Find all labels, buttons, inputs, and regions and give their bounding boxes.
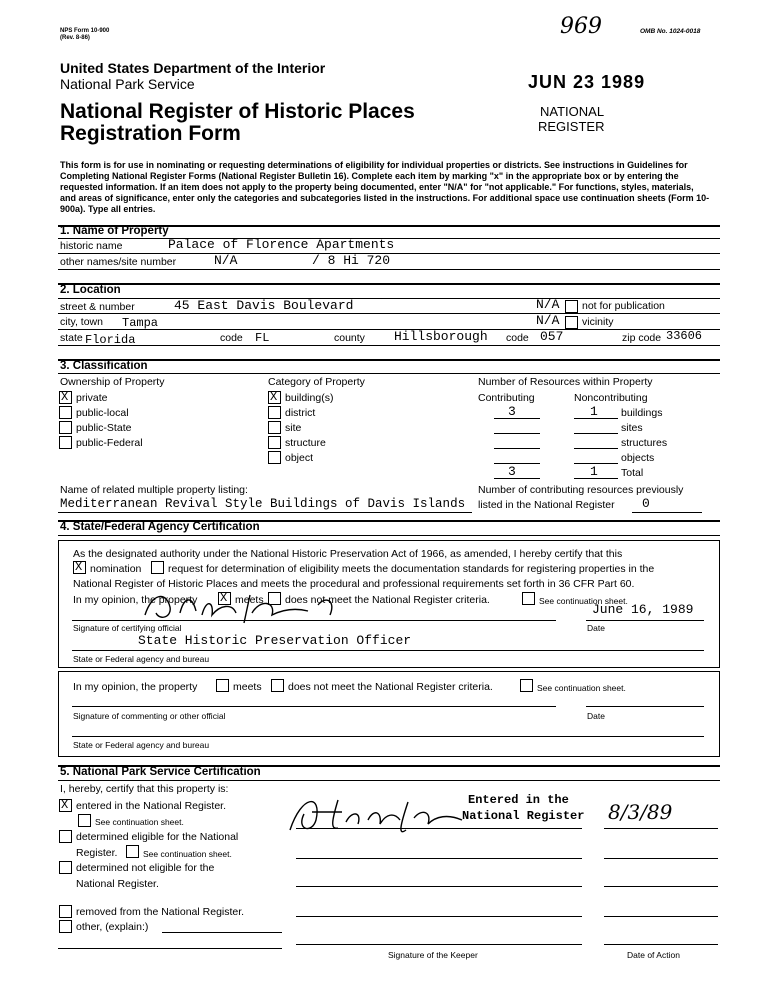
not-meet-label: does not meet the National Register criteria. xyxy=(285,594,490,606)
cert-line-2: request for determination of eligibility meets the documentation standards for registering properties in the xyxy=(168,563,655,575)
entered-continuation-label: See continuation sheet. xyxy=(95,817,184,827)
other-checkbox[interactable] xyxy=(59,920,72,933)
section-4-heading: 4. State/Federal Agency Certification xyxy=(60,521,260,533)
not-eligible-label-1: determined not eligible for the xyxy=(76,862,215,874)
contributing-label: Contributing xyxy=(478,392,535,404)
cat-structure-label: structure xyxy=(285,437,326,449)
eligible-checkbox[interactable] xyxy=(59,830,72,843)
zip-value[interactable]: 33606 xyxy=(666,329,703,343)
continuation-checkbox[interactable] xyxy=(522,592,535,605)
service-name: National Park Service xyxy=(60,76,195,92)
form-title: National Register of Historic Places xyxy=(60,100,415,123)
res-structures-label: structures xyxy=(621,437,668,449)
stamp-line-1: NATIONAL xyxy=(540,104,605,119)
zip-label: zip code xyxy=(622,332,662,344)
other-names-label: other names/site number xyxy=(60,256,177,268)
agency2-label: State or Federal agency and bureau xyxy=(73,740,210,750)
res-sites-label: sites xyxy=(621,422,643,434)
eligible-continuation-label: See continuation sheet. xyxy=(143,849,232,859)
eligible-label-2: Register. xyxy=(76,847,118,859)
action-date-value: 8/3/89 xyxy=(608,800,673,824)
county-code-label: code xyxy=(506,332,529,344)
own-public-federal-checkbox[interactable] xyxy=(59,436,72,449)
removed-label: removed from the National Register. xyxy=(76,906,245,918)
category-label: Category of Property xyxy=(268,376,365,388)
meets2-checkbox[interactable] xyxy=(216,679,229,692)
section-2-heading: 2. Location xyxy=(60,284,121,296)
stamp-line-2: REGISTER xyxy=(538,119,605,134)
nfp-value[interactable]: N/A xyxy=(536,297,560,312)
not-meet2-checkbox[interactable] xyxy=(271,679,284,692)
vicinity-checkbox[interactable] xyxy=(565,316,578,329)
previously-listed-label-2: listed in the National Register xyxy=(478,499,615,511)
cat-site-label: site xyxy=(285,422,302,434)
cert-line-1: As the designated authority under the National Historic Preservation Act of 1966, as amended, I hereby certify that this xyxy=(73,548,623,560)
ownership-label: Ownership of Property xyxy=(60,376,165,388)
code-label: code xyxy=(220,332,243,344)
meets2-label: meets xyxy=(233,681,262,693)
noncontrib-buildings-value[interactable]: 1 xyxy=(590,404,598,419)
keeper-label: Signature of the Keeper xyxy=(388,950,478,960)
date-label: Date xyxy=(587,623,605,633)
not-eligible-checkbox[interactable] xyxy=(59,861,72,874)
cert-line-3: National Register of Historic Places and meets the procedural and professional requirements set forth in 36 CFR Part 60. xyxy=(73,578,635,590)
instructions-text: This form is for use in nominating or requesting determinations of eligibility for individual properties or districts. See instructions in Guidelines for Completing National Register Forms (National Register Bulletin 16). Complete each item by marking "x" in the appropriate box or by entering the requested information. If an item does not apply to the property being documented, enter "N/A" for "not applicable." For functions, styles, materials, and areas of significance, enter only the categories and subcategories listed in the instructions. For additional space use continuation sheets (Form 10-900a). Type all entries. xyxy=(60,160,710,214)
other-names-value[interactable]: N/A xyxy=(214,253,238,268)
cat-structure-checkbox[interactable] xyxy=(268,436,281,449)
site-number-value[interactable]: / 8 Hi 720 xyxy=(312,253,391,268)
res-buildings-label: buildings xyxy=(621,407,663,419)
contrib-total-value[interactable]: 3 xyxy=(508,464,516,479)
res-objects-label: objects xyxy=(621,452,655,464)
form-subtitle: Registration Form xyxy=(60,122,241,145)
own-public-state-checkbox[interactable] xyxy=(59,421,72,434)
street-value[interactable]: 45 East Davis Boulevard xyxy=(174,298,354,313)
state-value[interactable]: Florida xyxy=(85,333,136,347)
contrib-buildings-value[interactable]: 3 xyxy=(508,404,516,419)
department-name: United States Department of the Interior xyxy=(60,60,326,76)
entered-stamp-line-2: National Register xyxy=(462,809,585,823)
cat-object-label: object xyxy=(285,452,314,464)
nps-intro: I, hereby, certify that this property is: xyxy=(60,783,229,795)
keeper-signature xyxy=(282,790,482,840)
section-3-heading: 3. Classification xyxy=(60,360,148,372)
multiple-listing-value[interactable]: Mediterranean Revival Style Buildings of Davis Islands xyxy=(60,497,466,511)
historic-name-label: historic name xyxy=(60,240,123,252)
cat-object-checkbox[interactable] xyxy=(268,451,281,464)
request-checkbox[interactable] xyxy=(151,561,164,574)
cat-building-checkbox[interactable] xyxy=(268,391,281,404)
removed-checkbox[interactable] xyxy=(59,905,72,918)
historic-name-value[interactable]: Palace of Florence Apartments xyxy=(168,237,395,252)
nfp-label: not for publication xyxy=(582,300,665,312)
entered-label: entered in the National Register. xyxy=(76,800,227,812)
own-public-local-checkbox[interactable] xyxy=(59,406,72,419)
vicinity-label: vicinity xyxy=(582,316,614,328)
own-public-federal-label: public-Federal xyxy=(76,437,143,449)
noncontributing-label: Noncontributing xyxy=(574,392,648,404)
cat-site-checkbox[interactable] xyxy=(268,421,281,434)
agency-label: State or Federal agency and bureau xyxy=(73,654,210,664)
county-value[interactable]: Hillsborough xyxy=(394,329,488,344)
cat-building-label: building(s) xyxy=(285,392,334,404)
street-label: street & number xyxy=(60,301,135,313)
county-code-value[interactable]: 057 xyxy=(540,329,564,344)
own-public-state-label: public-State xyxy=(76,422,132,434)
noncontrib-total-value[interactable]: 1 xyxy=(590,464,598,479)
cat-district-checkbox[interactable] xyxy=(268,406,281,419)
opinion-prefix: In my opinion, the property xyxy=(73,594,198,606)
cat-district-label: district xyxy=(285,407,316,419)
eligible-label-1: determined eligible for the National xyxy=(76,831,239,843)
city-value[interactable]: Tampa xyxy=(122,316,159,330)
eligible-continuation-checkbox[interactable] xyxy=(126,845,139,858)
nomination-label: nomination xyxy=(90,563,142,575)
previously-listed-label-1: Number of contributing resources previously xyxy=(478,484,684,496)
signature2-label: Signature of commenting or other official xyxy=(73,711,226,721)
county-label: county xyxy=(334,332,365,344)
date2-label: Date xyxy=(587,711,605,721)
signature-label: Signature of certifying official xyxy=(73,623,182,633)
opinion2-prefix: In my opinion, the property xyxy=(73,681,198,693)
not-meet2-label: does not meet the National Register criteria. xyxy=(288,681,493,693)
certification-date[interactable]: June 16, 1989 xyxy=(592,602,694,617)
resources-label: Number of Resources within Property xyxy=(478,376,653,388)
section-1-heading: 1. Name of Property xyxy=(60,225,169,237)
continuation-label: See continuation sheet. xyxy=(539,596,628,606)
nfp-checkbox[interactable] xyxy=(565,300,578,313)
own-private-label: private xyxy=(76,392,108,404)
previously-listed-value[interactable]: 0 xyxy=(642,496,650,511)
city-label: city, town xyxy=(60,316,103,328)
section-5-heading: 5. National Park Service Certification xyxy=(60,766,261,778)
not-eligible-label-2: National Register. xyxy=(76,878,159,890)
vicinity-value[interactable]: N/A xyxy=(536,313,560,328)
code-value[interactable]: FL xyxy=(255,331,270,345)
res-total-label: Total xyxy=(621,467,644,479)
action-date-label: Date of Action xyxy=(627,950,680,960)
meets-label: meets xyxy=(235,594,264,606)
other-label: other, (explain:) xyxy=(76,921,149,933)
entered-checkbox[interactable] xyxy=(59,799,72,812)
continuation2-checkbox[interactable] xyxy=(520,679,533,692)
multiple-listing-label: Name of related multiple property listing: xyxy=(60,484,248,496)
own-public-local-label: public-local xyxy=(76,407,129,419)
entered-stamp-line-1: Entered in the xyxy=(468,793,569,807)
state-label: state xyxy=(60,332,83,344)
handwritten-number: 969 xyxy=(560,14,602,39)
entered-continuation-checkbox[interactable] xyxy=(78,814,91,827)
agency-value[interactable]: State Historic Preservation Officer xyxy=(138,633,412,648)
received-stamp-date: JUN 23 1989 xyxy=(528,72,646,92)
nomination-checkbox[interactable] xyxy=(73,561,86,574)
own-private-checkbox[interactable] xyxy=(59,391,72,404)
form-revision: (Rev. 8-86) xyxy=(60,35,90,41)
continuation2-label: See continuation sheet. xyxy=(537,683,626,693)
omb-number: OMB No. 1024-0018 xyxy=(640,28,701,35)
form-number: NPS Form 10-900 xyxy=(60,28,110,34)
